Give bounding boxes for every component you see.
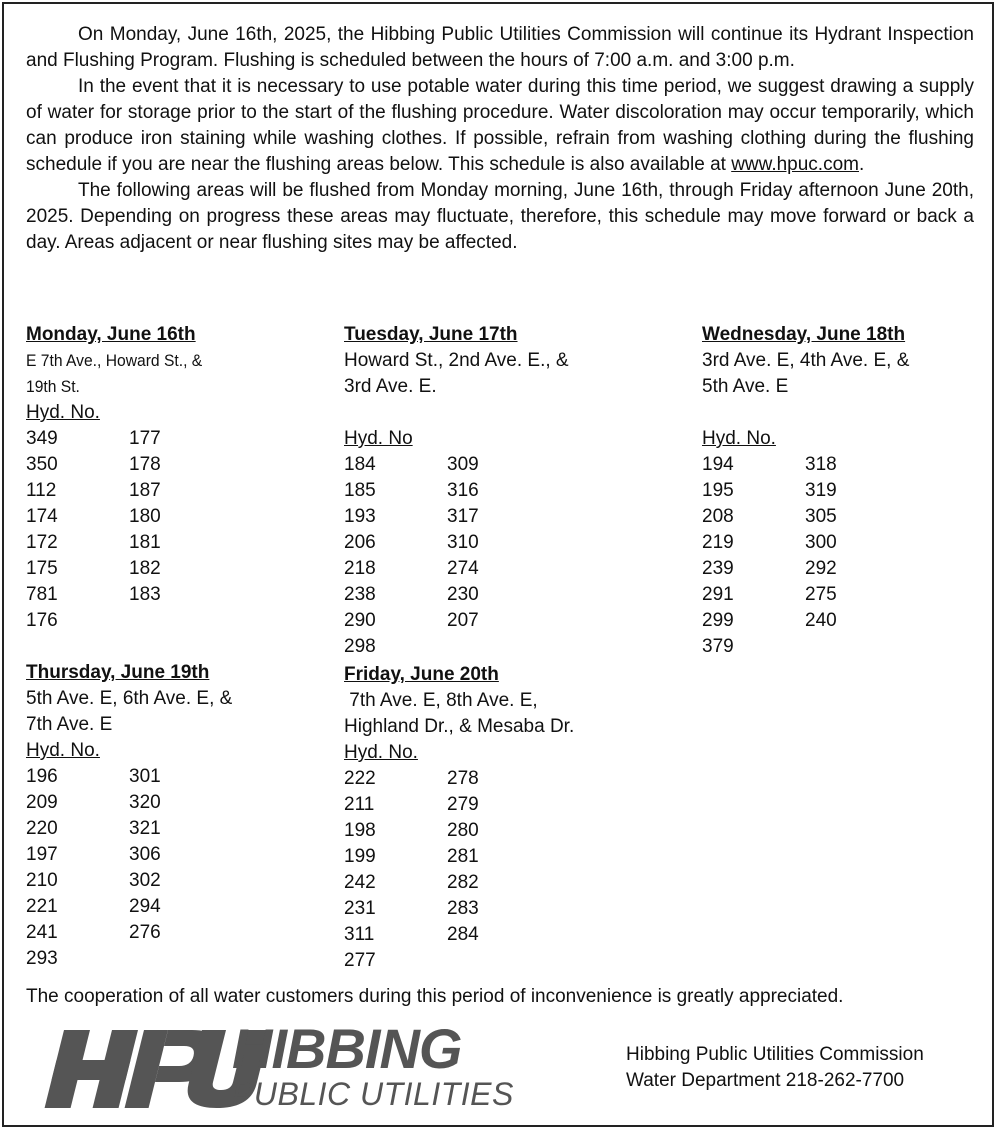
day-title-friday: Friday, June 20th bbox=[344, 664, 499, 685]
hydrant-number: 206 bbox=[344, 532, 376, 553]
hydrant-number: 277 bbox=[344, 950, 376, 971]
hydrant-number: 194 bbox=[702, 454, 734, 475]
hydrant-number bbox=[447, 948, 527, 974]
intro-paragraph-2-text: In the event that it is necessary to use potable water during this time period, we suggest drawing a supply of water for storage prior to the start of the flushing procedure. Water discoloration may occur temporarily, which can produce iron staining while washing clothes. If possible, refrain from washing clothing during the flushing schedule if you are near the flushing areas below. This schedule is also available at bbox=[26, 76, 974, 175]
hydrant-number: 302 bbox=[129, 870, 161, 891]
intro-paragraph-2 bbox=[26, 74, 974, 178]
hydrant-number bbox=[805, 634, 885, 660]
hydrant-number: 293 bbox=[26, 948, 58, 969]
intro-paragraph-1: On Monday, June 16th, 2025, the Hibbing Public Utilities Commission will continue its Hydrant Inspection and Flushing Program. Flushing is scheduled between the hours of 7:00 a.m. and 3:00 p.m. bbox=[26, 24, 974, 71]
hydrant-number: 306 bbox=[129, 844, 161, 865]
day-wednesday bbox=[702, 322, 909, 660]
hydrant-number: 187 bbox=[129, 480, 161, 501]
hydrant-number: 230 bbox=[447, 584, 479, 605]
hydrant-number bbox=[129, 946, 209, 972]
day-friday bbox=[344, 662, 574, 974]
hydrant-number: 282 bbox=[447, 872, 479, 893]
hydrant-number: 199 bbox=[344, 846, 376, 867]
hydrant-number: 196 bbox=[26, 766, 58, 787]
hydrant-number: 195 bbox=[702, 480, 734, 501]
hyd-label-friday: Hyd. No. bbox=[344, 742, 418, 763]
hydrant-number: 274 bbox=[447, 558, 479, 579]
hydrant-number: 299 bbox=[702, 610, 734, 631]
hydrant-number: 283 bbox=[447, 898, 479, 919]
hydrant-number: 290 bbox=[344, 610, 376, 631]
day-title-tuesday: Tuesday, June 17th bbox=[344, 324, 518, 345]
area-wednesday-2: 5th Ave. E bbox=[702, 376, 789, 397]
hydrant-number bbox=[129, 608, 209, 634]
area-monday-1: E 7th Ave., Howard St., & bbox=[26, 351, 203, 370]
intro-paragraph-2-end: . bbox=[858, 154, 865, 175]
day-title-thursday: Thursday, June 19th bbox=[26, 662, 210, 683]
hydrant-number: 181 bbox=[129, 532, 161, 553]
hydrant-number: 182 bbox=[129, 558, 161, 579]
hydrant-number: 208 bbox=[702, 506, 734, 527]
hydrant-number: 318 bbox=[805, 454, 837, 475]
hydrant-number: 284 bbox=[447, 924, 479, 945]
closing-text: The cooperation of all water customers during this period of inconvenience is greatly appreciated. bbox=[26, 986, 844, 1007]
hydrant-number: 301 bbox=[129, 766, 161, 787]
hydrant-number: 281 bbox=[447, 846, 479, 867]
hydrant-number: 275 bbox=[805, 584, 837, 605]
hydrant-number: 240 bbox=[805, 610, 837, 631]
hydrant-number: 278 bbox=[447, 768, 479, 789]
hydrant-number: 222 bbox=[344, 768, 376, 789]
area-friday-1: 7th Ave. E, 8th Ave. E, bbox=[344, 690, 538, 711]
hydrant-number: 321 bbox=[129, 818, 161, 839]
hydrant-number: 279 bbox=[447, 794, 479, 815]
hydrant-number: 292 bbox=[805, 558, 837, 579]
hyd-label-thursday: Hyd. No. bbox=[26, 740, 100, 761]
area-thursday-2: 7th Ave. E bbox=[26, 714, 113, 735]
hydrant-number: 211 bbox=[344, 794, 375, 815]
hydrant-number: 193 bbox=[344, 506, 376, 527]
hydrant-number: 320 bbox=[129, 792, 161, 813]
hydrant-number: 219 bbox=[702, 532, 734, 553]
contact-info bbox=[626, 1042, 924, 1094]
hydrant-list-wednesday bbox=[702, 452, 909, 660]
area-tuesday-2: 3rd Ave. E. bbox=[344, 376, 437, 397]
hydrant-number: 172 bbox=[26, 532, 58, 553]
hydrant-number: 298 bbox=[344, 636, 376, 657]
hydrant-number: 175 bbox=[26, 558, 58, 579]
hyd-label-monday: Hyd. No. bbox=[26, 402, 100, 423]
area-monday-2: 19th St. bbox=[26, 377, 80, 396]
hyd-label-wednesday: Hyd. No. bbox=[702, 428, 776, 449]
hydrant-list-monday bbox=[26, 426, 218, 634]
hydrant-number: 197 bbox=[26, 844, 58, 865]
logo-name-big: HIBBING bbox=[232, 1017, 462, 1080]
day-tuesday bbox=[344, 322, 569, 660]
area-friday-2: Highland Dr., & Mesaba Dr. bbox=[344, 716, 575, 737]
hydrant-number: 174 bbox=[26, 506, 58, 527]
hydrant-number: 310 bbox=[447, 532, 479, 553]
hydrant-list-tuesday bbox=[344, 452, 569, 660]
day-title-monday: Monday, June 16th bbox=[26, 324, 196, 345]
hydrant-number: 280 bbox=[447, 820, 479, 841]
contact-line-2: Water Department 218-262-7700 bbox=[626, 1070, 905, 1091]
hydrant-number: 176 bbox=[26, 610, 58, 631]
hydrant-number bbox=[447, 634, 527, 660]
website-link[interactable]: www.hpuc.com bbox=[731, 154, 859, 175]
hydrant-number: 349 bbox=[26, 428, 58, 449]
hydrant-number: 242 bbox=[344, 872, 376, 893]
hydrant-list-friday bbox=[344, 766, 574, 974]
hydrant-number: 276 bbox=[129, 922, 161, 943]
hydrant-number: 112 bbox=[26, 480, 57, 501]
hydrant-number: 319 bbox=[805, 480, 837, 501]
hydrant-number: 177 bbox=[129, 428, 161, 449]
hydrant-number: 316 bbox=[447, 480, 479, 501]
hydrant-number: 294 bbox=[129, 896, 161, 917]
hydrant-number: 207 bbox=[447, 610, 479, 631]
hydrant-number: 350 bbox=[26, 454, 58, 475]
hydrant-number: 184 bbox=[344, 454, 376, 475]
hydrant-number: 209 bbox=[26, 792, 58, 813]
area-tuesday-1: Howard St., 2nd Ave. E., & bbox=[344, 350, 569, 371]
hydrant-number: 241 bbox=[26, 922, 58, 943]
hydrant-number: 379 bbox=[702, 636, 734, 657]
area-wednesday-1: 3rd Ave. E, 4th Ave. E, & bbox=[702, 350, 910, 371]
intro-text bbox=[26, 22, 974, 256]
hydrant-number: 239 bbox=[702, 558, 734, 579]
day-title-wednesday: Wednesday, June 18th bbox=[702, 324, 906, 345]
hydrant-number: 198 bbox=[344, 820, 376, 841]
hydrant-number: 220 bbox=[26, 818, 58, 839]
hydrant-number: 305 bbox=[805, 506, 837, 527]
day-thursday bbox=[26, 660, 232, 972]
hydrant-number: 309 bbox=[447, 454, 479, 475]
hydrant-number: 300 bbox=[805, 532, 837, 553]
hydrant-number: 210 bbox=[26, 870, 58, 891]
hydrant-number: 221 bbox=[26, 896, 58, 917]
intro-paragraph-3: The following areas will be flushed from Monday morning, June 16th, through Friday afternoon June 20th, 2025. Depending on progress these areas may fluctuate, therefore, this schedule may move forward or back a day. Areas adjacent or near flushing sites may be affected. bbox=[26, 180, 974, 253]
hydrant-number: 218 bbox=[344, 558, 376, 579]
day-monday bbox=[26, 322, 218, 634]
hydrant-number: 291 bbox=[702, 584, 734, 605]
hydrant-number: 183 bbox=[129, 584, 161, 605]
hydrant-number: 231 bbox=[344, 898, 376, 919]
hydrant-number: 238 bbox=[344, 584, 376, 605]
hydrant-number: 185 bbox=[344, 480, 376, 501]
hydrant-list-thursday bbox=[26, 764, 232, 972]
hydrant-number: 317 bbox=[447, 506, 479, 527]
logo-name-small: PUBLIC UTILITIES bbox=[232, 1076, 514, 1112]
hydrant-number: 781 bbox=[26, 584, 58, 605]
hydrant-number: 180 bbox=[129, 506, 161, 527]
hydrant-number: 178 bbox=[129, 454, 161, 475]
area-thursday-1: 5th Ave. E, 6th Ave. E, & bbox=[26, 688, 233, 709]
contact-line-1: Hibbing Public Utilities Commission bbox=[626, 1044, 924, 1065]
hydrant-number: 311 bbox=[344, 924, 375, 945]
hyd-label-tuesday: Hyd. No bbox=[344, 428, 413, 449]
